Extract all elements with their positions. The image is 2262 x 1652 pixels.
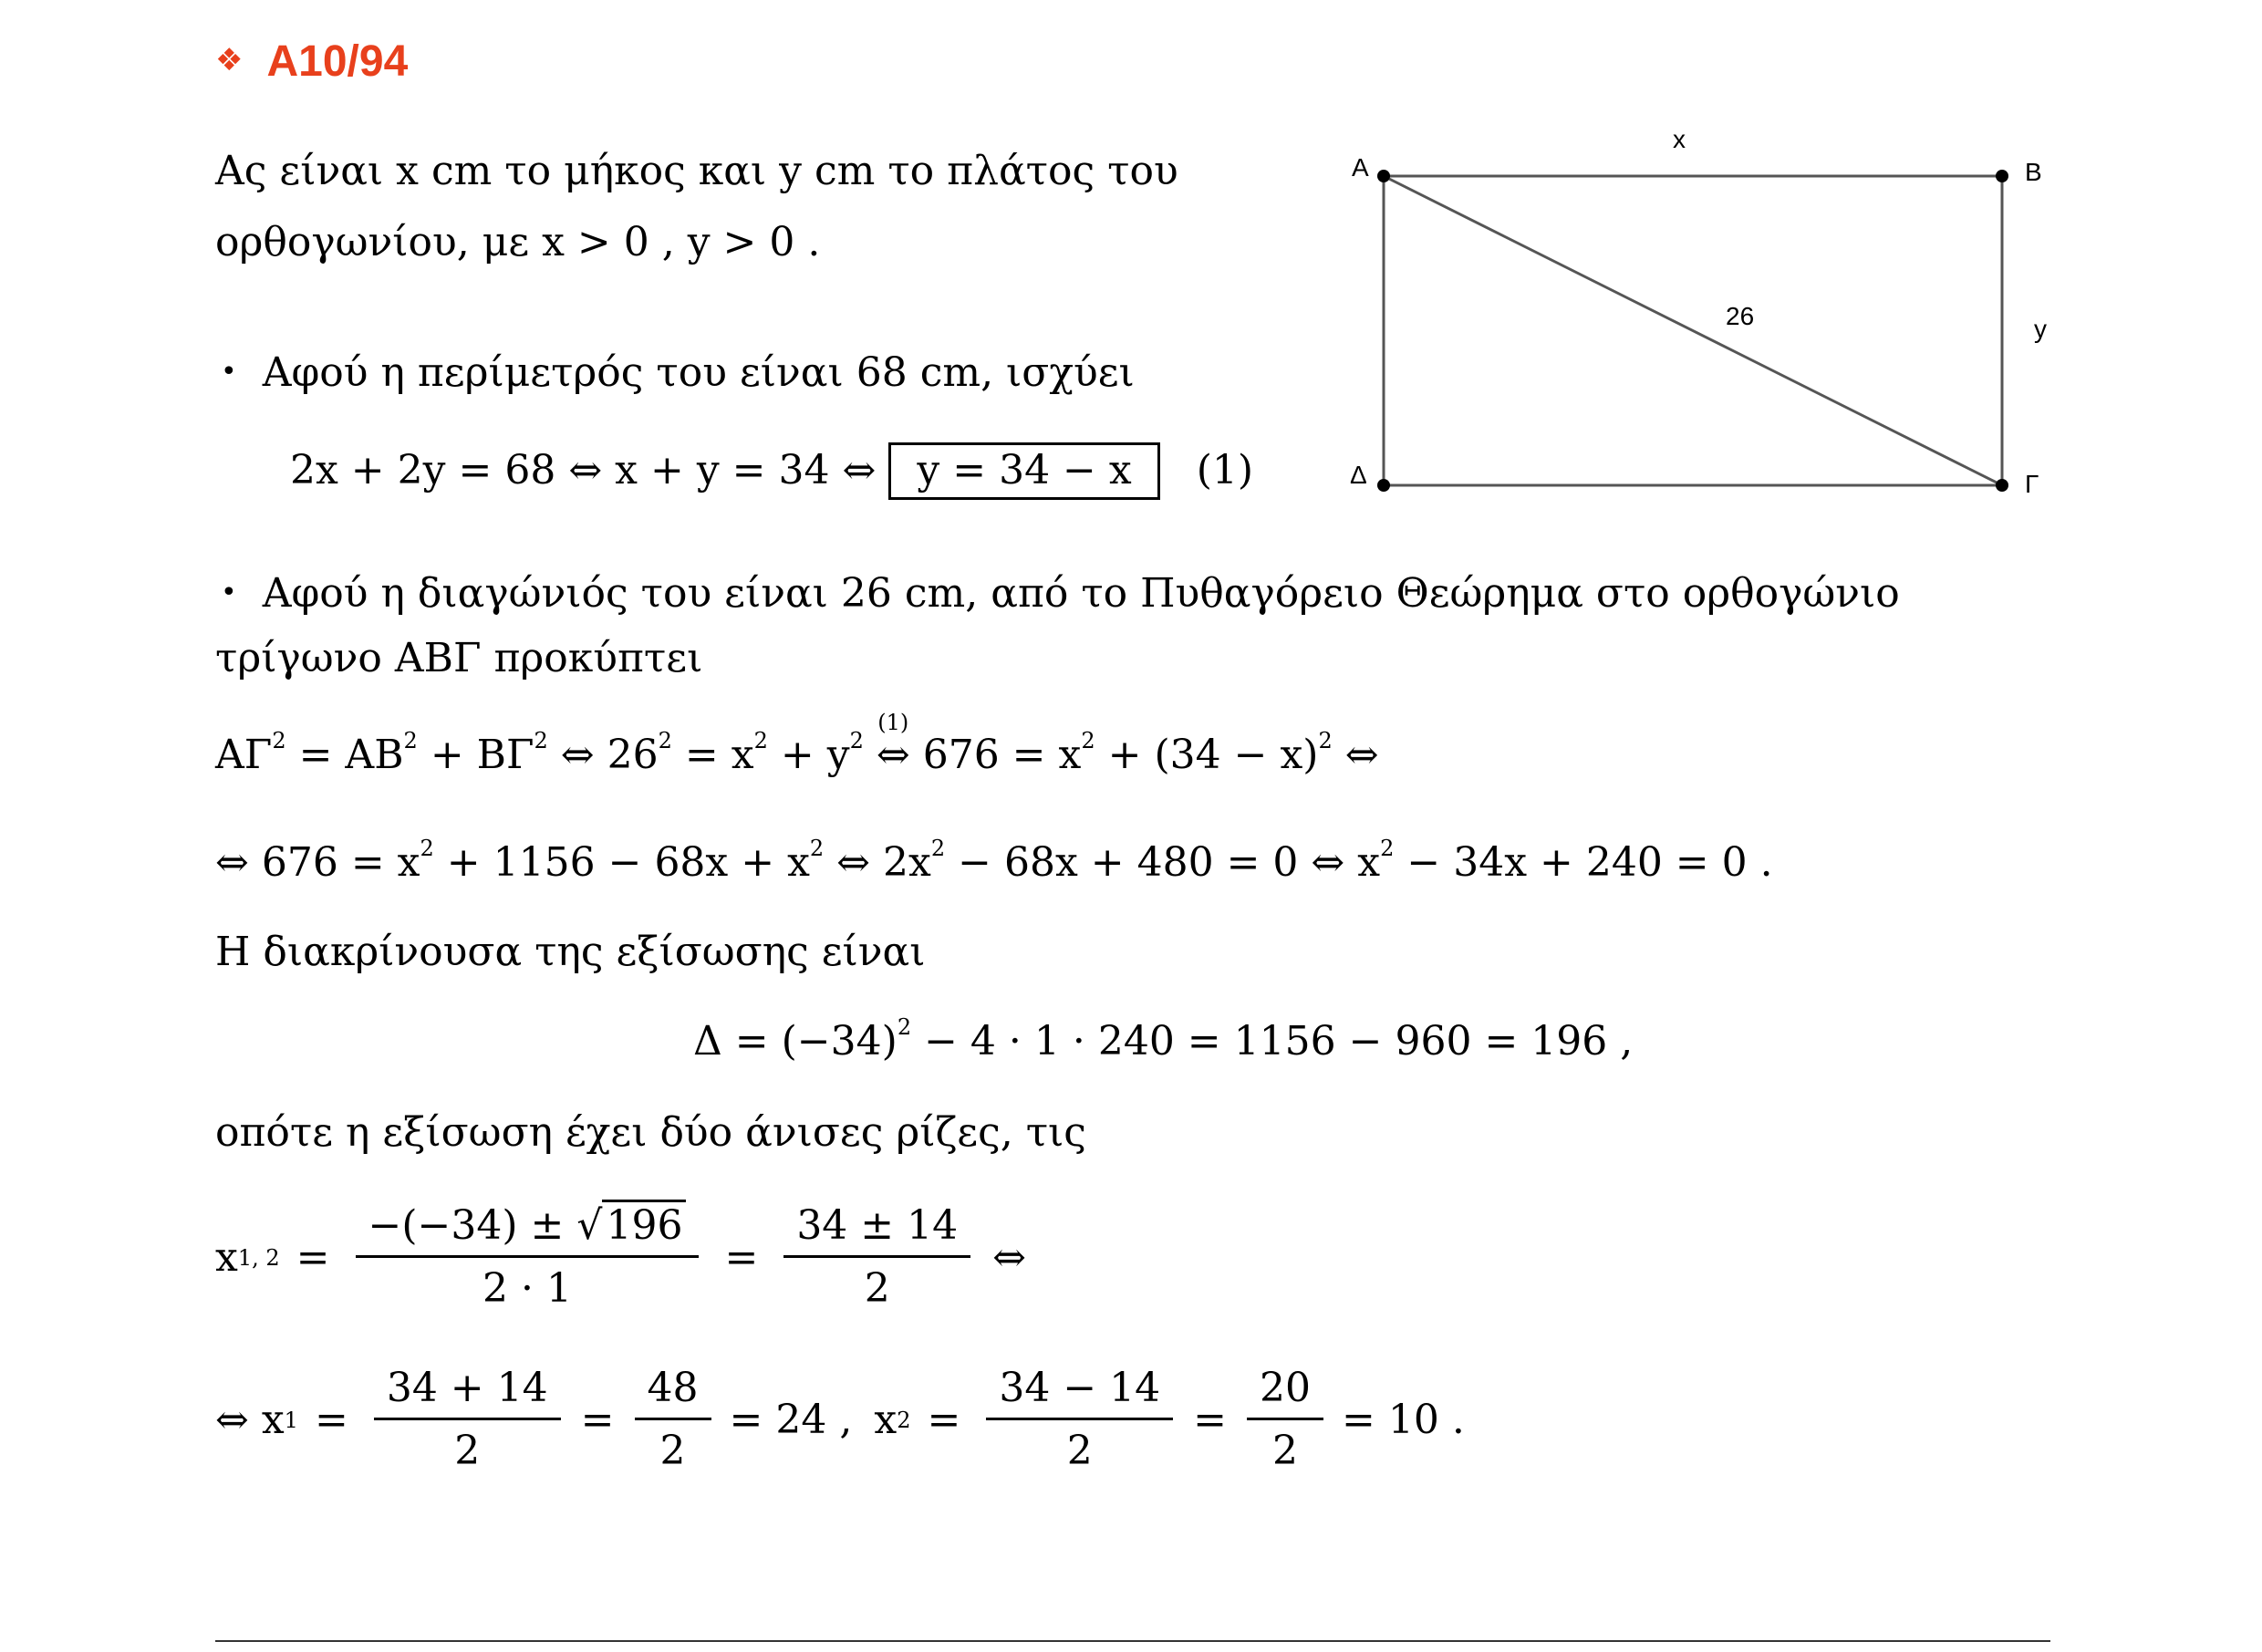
equation-ref: (1) <box>1196 447 1254 494</box>
exponent: 2 <box>1380 836 1395 861</box>
vertex-d-dot <box>1377 479 1390 492</box>
sqrt-radicand: 196 <box>602 1200 686 1249</box>
denominator: 2 <box>454 1428 481 1474</box>
equals: = <box>314 1396 348 1443</box>
eq-part: − 68x + 480 = 0 ⇔ x <box>945 839 1381 886</box>
pythagoras-equation <box>215 710 1379 781</box>
equiv-with-ref <box>876 710 910 781</box>
denominator: 2 <box>659 1428 686 1474</box>
exponent: 2 <box>403 728 418 753</box>
perimeter-equation <box>290 445 1253 496</box>
value-24: = 24 , <box>729 1396 853 1443</box>
intro-line-1: Ας είναι x cm το μήκος και y cm το πλάτος του <box>215 148 1178 194</box>
var-x: x <box>874 1396 898 1443</box>
equals: = <box>927 1396 961 1443</box>
eq-part: + ΒΓ <box>417 732 534 778</box>
fraction <box>635 1363 711 1477</box>
vertex-a-dot <box>1377 170 1390 182</box>
eq-part: − 34x + 240 = 0 . <box>1394 839 1773 886</box>
value-10: = 10 . <box>1342 1396 1465 1443</box>
vertex-g-dot <box>1996 479 2008 492</box>
exponent: 2 <box>753 728 768 753</box>
equals: = <box>1193 1396 1228 1443</box>
fraction <box>356 1200 700 1314</box>
exponent: 2 <box>809 836 825 861</box>
bullet-2-line-1: Αφού η διαγώνιός του είναι 26 cm, από το Πυθαγόρειο Θεώρημα στο ορθογώνιο <box>262 570 1900 617</box>
exponent: 2 <box>930 836 946 861</box>
eq-part: = x <box>671 732 754 778</box>
diagonal-ag <box>1384 176 2002 485</box>
bullet-2-text <box>221 567 1900 619</box>
exponent: 2 <box>849 728 864 753</box>
exponent: 2 <box>420 836 434 861</box>
discriminant-intro: Η διακρίνουσα της εξίσωσης είναι <box>215 929 926 975</box>
intro-line-2: ορθογωνίου, με x > 0 , y > 0 . <box>215 219 821 265</box>
eq-part <box>864 732 877 778</box>
eq-part: −(−34) ± <box>368 1202 577 1249</box>
numerator: 34 + 14 <box>374 1363 561 1420</box>
vertex-b-dot <box>1996 170 2008 182</box>
side-y-label: y <box>2034 315 2047 343</box>
bullet-1-label: Αφού η περίμετρός του είναι 68 cm, ισχύει <box>262 349 1135 396</box>
vertex-b-label: Β <box>2025 158 2042 186</box>
eq-part: ⇔ 676 = x <box>215 839 420 886</box>
diamond-icon: ❖ <box>215 43 244 78</box>
boxed-equation: y = 34 − x <box>888 442 1159 500</box>
fraction <box>374 1363 561 1477</box>
eq-part: + (34 − x) <box>1095 732 1319 778</box>
numerator: 20 <box>1247 1363 1323 1420</box>
equals: = <box>580 1396 615 1443</box>
rectangle-diagram <box>1332 109 2061 511</box>
denominator: 2 <box>1272 1428 1299 1474</box>
equals: = <box>296 1233 330 1281</box>
exponent: 2 <box>1081 728 1095 753</box>
fraction <box>1247 1363 1323 1477</box>
numerator: 48 <box>635 1363 711 1420</box>
vertex-d-label: Δ <box>1350 461 1367 489</box>
equiv-arrow: ⇔ <box>876 732 910 778</box>
eq-part: ⇔ 26 <box>547 732 659 778</box>
eq-part: + 1156 − 68x + x <box>433 839 810 886</box>
numerator: 34 − 14 <box>986 1363 1173 1420</box>
diagonal-label: 26 <box>1726 302 1755 330</box>
vertex-g-label: Γ <box>2025 470 2039 498</box>
page-heading <box>215 36 408 87</box>
solutions-line: ⇔ x 1 = $\frac{34 + 14}{2}$ = $\frac{48}{2}$ = 24 , x 2 = $\frac{34 - 14}{2}$ = $\frac{20}{2}$ = 10 . <box>215 1363 1465 1477</box>
eq-part: − 4 · 1 · 240 = 1156 − 960 = 196 , <box>911 1018 1634 1065</box>
equiv-ref-label: (1) <box>877 710 909 735</box>
bullet-icon: • <box>221 577 237 608</box>
eq-part: + y <box>767 732 850 778</box>
denominator: 2 <box>864 1265 890 1312</box>
roots-intro: οπότε η εξίσωση έχει δύο άνισες ρίζες, τις <box>215 1109 1086 1156</box>
var-x: x <box>215 1233 238 1281</box>
exponent: 2 <box>897 1014 912 1040</box>
eq-part: ⇔ 2x <box>824 839 931 886</box>
numerator: 34 ± 14 <box>783 1200 970 1258</box>
exponent: 2 <box>272 728 286 753</box>
fraction <box>986 1363 1173 1477</box>
denominator: 2 <box>1066 1428 1093 1474</box>
heading-title: A10/94 <box>266 37 409 86</box>
exponent: 2 <box>1318 728 1333 753</box>
numerator: −(−34) ± √196 <box>356 1200 700 1258</box>
equiv-arrow: ⇔ <box>992 1233 1027 1281</box>
discriminant-equation <box>693 1016 1633 1067</box>
denominator: 2 · 1 <box>482 1265 572 1312</box>
equals: = <box>724 1233 759 1281</box>
eq-part: Δ = (−34) <box>693 1018 898 1065</box>
bullet-1-text <box>221 347 1135 399</box>
vertex-a-label: Α <box>1352 153 1369 182</box>
expansion-equation <box>215 837 1773 888</box>
exponent: 2 <box>534 728 548 753</box>
footer-divider <box>215 1640 2050 1642</box>
fraction <box>783 1200 970 1314</box>
bullet-2-line-2: τρίγωνο ΑΒΓ προκύπτει <box>215 635 703 681</box>
eq-part: = ΑΒ <box>285 732 404 778</box>
eq-part: ⇔ <box>1332 732 1379 778</box>
eq-part: 676 = x <box>909 732 1082 778</box>
perimeter-eq-left: 2x + 2y = 68 ⇔ x + y = 34 ⇔ <box>290 447 877 494</box>
side-x-label: x <box>1673 125 1686 153</box>
eq-part: ΑΓ <box>215 732 273 778</box>
roots-formula: x 1, 2 = $\frac{-(-34) \pm √196}{2 \cdot 1}$ = $\frac{34 \pm 14}{2}$ ⇔ <box>215 1200 1026 1314</box>
eq-part: ⇔ x <box>215 1396 285 1443</box>
exponent: 2 <box>658 728 672 753</box>
bullet-icon: • <box>221 356 237 388</box>
